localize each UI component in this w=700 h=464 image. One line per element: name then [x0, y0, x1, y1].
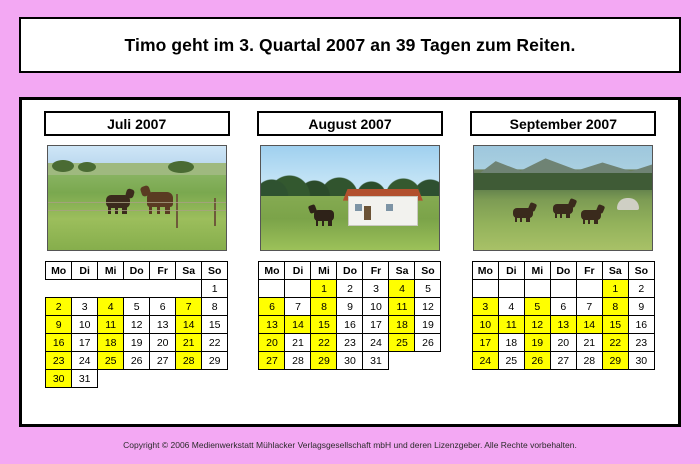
door-shape — [364, 206, 371, 220]
weekday-di: Di — [498, 262, 524, 280]
calendar-day-cell[interactable]: 8 — [202, 298, 228, 316]
calendar-day-cell[interactable]: 7 — [176, 298, 202, 316]
tree-shape — [52, 160, 74, 172]
calendar-empty-cell — [72, 280, 98, 298]
calendar-day-cell[interactable]: 11 — [389, 298, 415, 316]
calendar-day-cell[interactable]: 20 — [550, 334, 576, 352]
calendar-week-row — [46, 352, 228, 370]
calendar-day-cell[interactable]: 10 — [472, 316, 498, 334]
calendar-day-cell[interactable]: 5 — [124, 298, 150, 316]
weekday-sa: Sa — [389, 262, 415, 280]
calendar-day-cell[interactable]: 22 — [602, 334, 628, 352]
calendar-day-cell[interactable]: 13 — [150, 316, 176, 334]
weekday-mo: Mo — [472, 262, 498, 280]
month-title-september: September 2007 — [470, 111, 656, 136]
weekday-header-row — [259, 262, 441, 280]
calendar-day-cell[interactable]: 3 — [472, 298, 498, 316]
calendar-day-cell[interactable]: 15 — [602, 316, 628, 334]
weekday-sa: Sa — [176, 262, 202, 280]
calendar-day-cell[interactable]: 27 — [259, 352, 285, 370]
calendar-empty-cell — [150, 280, 176, 298]
calendar-day-cell[interactable]: 17 — [363, 316, 389, 334]
calendar-day-cell[interactable]: 4 — [389, 280, 415, 298]
calendar-day-cell[interactable]: 26 — [524, 352, 550, 370]
calendar-empty-cell — [576, 280, 602, 298]
mountain-pasture-horses-photo — [473, 145, 653, 251]
calendar-empty-cell — [415, 352, 441, 370]
calendar-day-cell[interactable]: 8 — [311, 298, 337, 316]
hut-shape — [617, 198, 639, 210]
calendar-empty-cell — [524, 280, 550, 298]
calendar-day-cell[interactable]: 13 — [259, 316, 285, 334]
horse-figure — [147, 192, 173, 207]
calendar-day-cell[interactable]: 20 — [259, 334, 285, 352]
calendar-day-cell[interactable]: 14 — [176, 316, 202, 334]
calendar-day-cell[interactable]: 12 — [124, 316, 150, 334]
calendar-day-cell[interactable]: 30 — [628, 352, 654, 370]
calendar-day-cell[interactable]: 3 — [363, 280, 389, 298]
calendar-day-cell[interactable]: 22 — [311, 334, 337, 352]
calendar-day-cell[interactable]: 28 — [576, 352, 602, 370]
calendar-day-cell[interactable]: 14 — [576, 316, 602, 334]
calendar-day-cell[interactable]: 13 — [550, 316, 576, 334]
calendar-day-cell[interactable]: 15 — [311, 316, 337, 334]
calendar-empty-cell — [389, 352, 415, 370]
calendar-day-cell[interactable]: 19 — [124, 334, 150, 352]
calendar-day-cell[interactable]: 28 — [285, 352, 311, 370]
weekday-mo: Mo — [259, 262, 285, 280]
calendar-day-cell[interactable]: 20 — [150, 334, 176, 352]
calendar-body-juli — [46, 280, 228, 388]
calendar-table-juli — [45, 261, 228, 388]
calendar-week-row — [46, 334, 228, 352]
calendar-day-cell[interactable]: 18 — [498, 334, 524, 352]
weekday-mo: Mo — [46, 262, 72, 280]
calendar-day-cell[interactable]: 19 — [524, 334, 550, 352]
window-shape — [355, 204, 362, 211]
calendar-day-cell[interactable]: 31 — [72, 370, 98, 388]
month-title-august: August 2007 — [257, 111, 443, 136]
calendar-empty-cell — [98, 280, 124, 298]
weekday-header-row — [472, 262, 654, 280]
calendar-day-cell[interactable]: 1 — [602, 280, 628, 298]
months-panel — [19, 97, 681, 427]
calendar-day-cell[interactable]: 16 — [337, 316, 363, 334]
calendar-week-row — [259, 280, 441, 298]
weekday-fr: Fr — [150, 262, 176, 280]
calendar-day-cell[interactable]: 29 — [311, 352, 337, 370]
calendar-body-september — [472, 280, 654, 370]
calendar-week-row — [259, 352, 441, 370]
calendar-day-cell[interactable]: 10 — [363, 298, 389, 316]
weekday-di: Di — [72, 262, 98, 280]
weekday-sa: Sa — [602, 262, 628, 280]
fence-wire — [48, 202, 227, 203]
calendar-day-cell[interactable]: 25 — [98, 352, 124, 370]
fence-post — [176, 194, 178, 228]
calendar-week-row — [259, 316, 441, 334]
calendar-day-cell[interactable]: 2 — [337, 280, 363, 298]
calendar-day-cell[interactable]: 7 — [285, 298, 311, 316]
calendar-day-cell[interactable]: 21 — [285, 334, 311, 352]
calendar-day-cell[interactable]: 23 — [337, 334, 363, 352]
calendar-day-cell[interactable]: 30 — [46, 370, 72, 388]
calendar-day-cell[interactable]: 14 — [285, 316, 311, 334]
calendar-empty-cell — [176, 280, 202, 298]
calendar-day-cell[interactable]: 21 — [576, 334, 602, 352]
calendar-day-cell[interactable]: 4 — [498, 298, 524, 316]
calendar-empty-cell — [124, 370, 150, 388]
calendar-day-cell[interactable]: 29 — [202, 352, 228, 370]
month-block-juli — [39, 111, 235, 424]
calendar-day-cell[interactable]: 24 — [72, 352, 98, 370]
weekday-di: Di — [285, 262, 311, 280]
calendar-day-cell[interactable]: 11 — [498, 316, 524, 334]
copyright-footer: Copyright © 2006 Medienwerkstatt Mühlacker Verlagsgesellschaft mbH und deren Lizenzgeber. Alle Rechte vorbehalten. — [123, 440, 577, 450]
calendar-table-september — [472, 261, 655, 370]
calendar-week-row — [46, 298, 228, 316]
calendar-day-cell[interactable]: 15 — [202, 316, 228, 334]
calendar-day-cell[interactable]: 3 — [72, 298, 98, 316]
calendar-week-row — [472, 352, 654, 370]
calendar-body-august — [259, 280, 441, 370]
calendar-day-cell[interactable]: 31 — [363, 352, 389, 370]
calendar-day-cell[interactable]: 8 — [602, 298, 628, 316]
calendar-day-cell[interactable]: 9 — [337, 298, 363, 316]
calendar-empty-cell — [124, 280, 150, 298]
calendar-day-cell[interactable]: 24 — [472, 352, 498, 370]
title-banner — [19, 17, 681, 73]
calendar-day-cell[interactable]: 1 — [311, 280, 337, 298]
calendar-day-cell[interactable]: 16 — [628, 316, 654, 334]
calendar-empty-cell — [46, 280, 72, 298]
forest-band — [474, 173, 652, 190]
calendar-empty-cell — [472, 280, 498, 298]
calendar-day-cell[interactable]: 18 — [98, 334, 124, 352]
horse-figure — [314, 210, 334, 221]
weekday-header-row — [46, 262, 228, 280]
calendar-day-cell[interactable]: 5 — [415, 280, 441, 298]
window-shape — [386, 204, 393, 211]
calendar-day-cell[interactable]: 11 — [98, 316, 124, 334]
page-title: Timo geht im 3. Quartal 2007 an 39 Tagen zum Reiten. — [124, 34, 576, 55]
calendar-day-cell[interactable]: 6 — [259, 298, 285, 316]
calendar-day-cell[interactable]: 12 — [524, 316, 550, 334]
month-title-juli: Juli 2007 — [44, 111, 230, 136]
calendar-week-row — [472, 334, 654, 352]
horses-in-pasture-photo — [47, 145, 227, 251]
calendar-table-august — [258, 261, 441, 370]
weekday-mi: Mi — [524, 262, 550, 280]
weekday-so: So — [628, 262, 654, 280]
weekday-fr: Fr — [363, 262, 389, 280]
calendar-day-cell[interactable]: 27 — [150, 352, 176, 370]
calendar-day-cell[interactable]: 18 — [389, 316, 415, 334]
weekday-so: So — [415, 262, 441, 280]
calendar-day-cell[interactable]: 16 — [46, 334, 72, 352]
calendar-day-cell[interactable]: 17 — [72, 334, 98, 352]
calendar-day-cell[interactable]: 5 — [524, 298, 550, 316]
calendar-week-row — [259, 298, 441, 316]
calendar-day-cell[interactable]: 19 — [415, 316, 441, 334]
calendar-day-cell[interactable]: 25 — [498, 352, 524, 370]
calendar-day-cell[interactable]: 1 — [202, 280, 228, 298]
calendar-day-cell[interactable]: 12 — [415, 298, 441, 316]
calendar-day-cell[interactable]: 22 — [202, 334, 228, 352]
calendar-empty-cell — [285, 280, 311, 298]
calendar-empty-cell — [150, 370, 176, 388]
calendar-day-cell[interactable]: 10 — [72, 316, 98, 334]
month-block-august — [252, 111, 448, 424]
weekday-do: Do — [337, 262, 363, 280]
calendar-week-row — [472, 316, 654, 334]
calendar-day-cell[interactable]: 2 — [628, 280, 654, 298]
horse-figure — [581, 210, 601, 220]
calendar-week-row — [472, 280, 654, 298]
calendar-day-cell[interactable]: 26 — [124, 352, 150, 370]
calendar-day-cell[interactable]: 21 — [176, 334, 202, 352]
white-house-with-horse-photo — [260, 145, 440, 251]
calendar-week-row — [259, 334, 441, 352]
calendar-week-row — [46, 370, 228, 388]
calendar-day-cell[interactable]: 9 — [46, 316, 72, 334]
calendar-empty-cell — [202, 370, 228, 388]
calendar-day-cell[interactable]: 2 — [46, 298, 72, 316]
tree-shape — [168, 161, 194, 173]
calendar-day-cell[interactable]: 7 — [576, 298, 602, 316]
weekday-do: Do — [550, 262, 576, 280]
calendar-week-row — [472, 298, 654, 316]
weekday-mi: Mi — [98, 262, 124, 280]
weekday-so: So — [202, 262, 228, 280]
calendar-empty-cell — [259, 280, 285, 298]
calendar-day-cell[interactable]: 26 — [415, 334, 441, 352]
calendar-day-cell[interactable]: 4 — [98, 298, 124, 316]
calendar-day-cell[interactable]: 25 — [389, 334, 415, 352]
tree-shape — [78, 162, 96, 172]
calendar-empty-cell — [98, 370, 124, 388]
calendar-day-cell[interactable]: 27 — [550, 352, 576, 370]
hill-shape — [48, 163, 226, 175]
weekday-fr: Fr — [576, 262, 602, 280]
calendar-day-cell[interactable]: 30 — [337, 352, 363, 370]
calendar-day-cell[interactable]: 23 — [628, 334, 654, 352]
calendar-empty-cell — [550, 280, 576, 298]
calendar-day-cell[interactable]: 23 — [46, 352, 72, 370]
horse-figure — [513, 208, 533, 218]
calendar-day-cell[interactable]: 17 — [472, 334, 498, 352]
calendar-empty-cell — [176, 370, 202, 388]
horse-figure — [553, 204, 573, 214]
calendar-day-cell[interactable]: 28 — [176, 352, 202, 370]
calendar-week-row — [46, 280, 228, 298]
calendar-empty-cell — [498, 280, 524, 298]
weekday-do: Do — [124, 262, 150, 280]
calendar-day-cell[interactable]: 6 — [150, 298, 176, 316]
calendar-day-cell[interactable]: 6 — [550, 298, 576, 316]
calendar-day-cell[interactable]: 24 — [363, 334, 389, 352]
calendar-day-cell[interactable]: 29 — [602, 352, 628, 370]
month-block-september — [465, 111, 661, 424]
calendar-day-cell[interactable]: 9 — [628, 298, 654, 316]
weekday-mi: Mi — [311, 262, 337, 280]
fence-wire — [48, 210, 227, 211]
calendar-week-row — [46, 316, 228, 334]
